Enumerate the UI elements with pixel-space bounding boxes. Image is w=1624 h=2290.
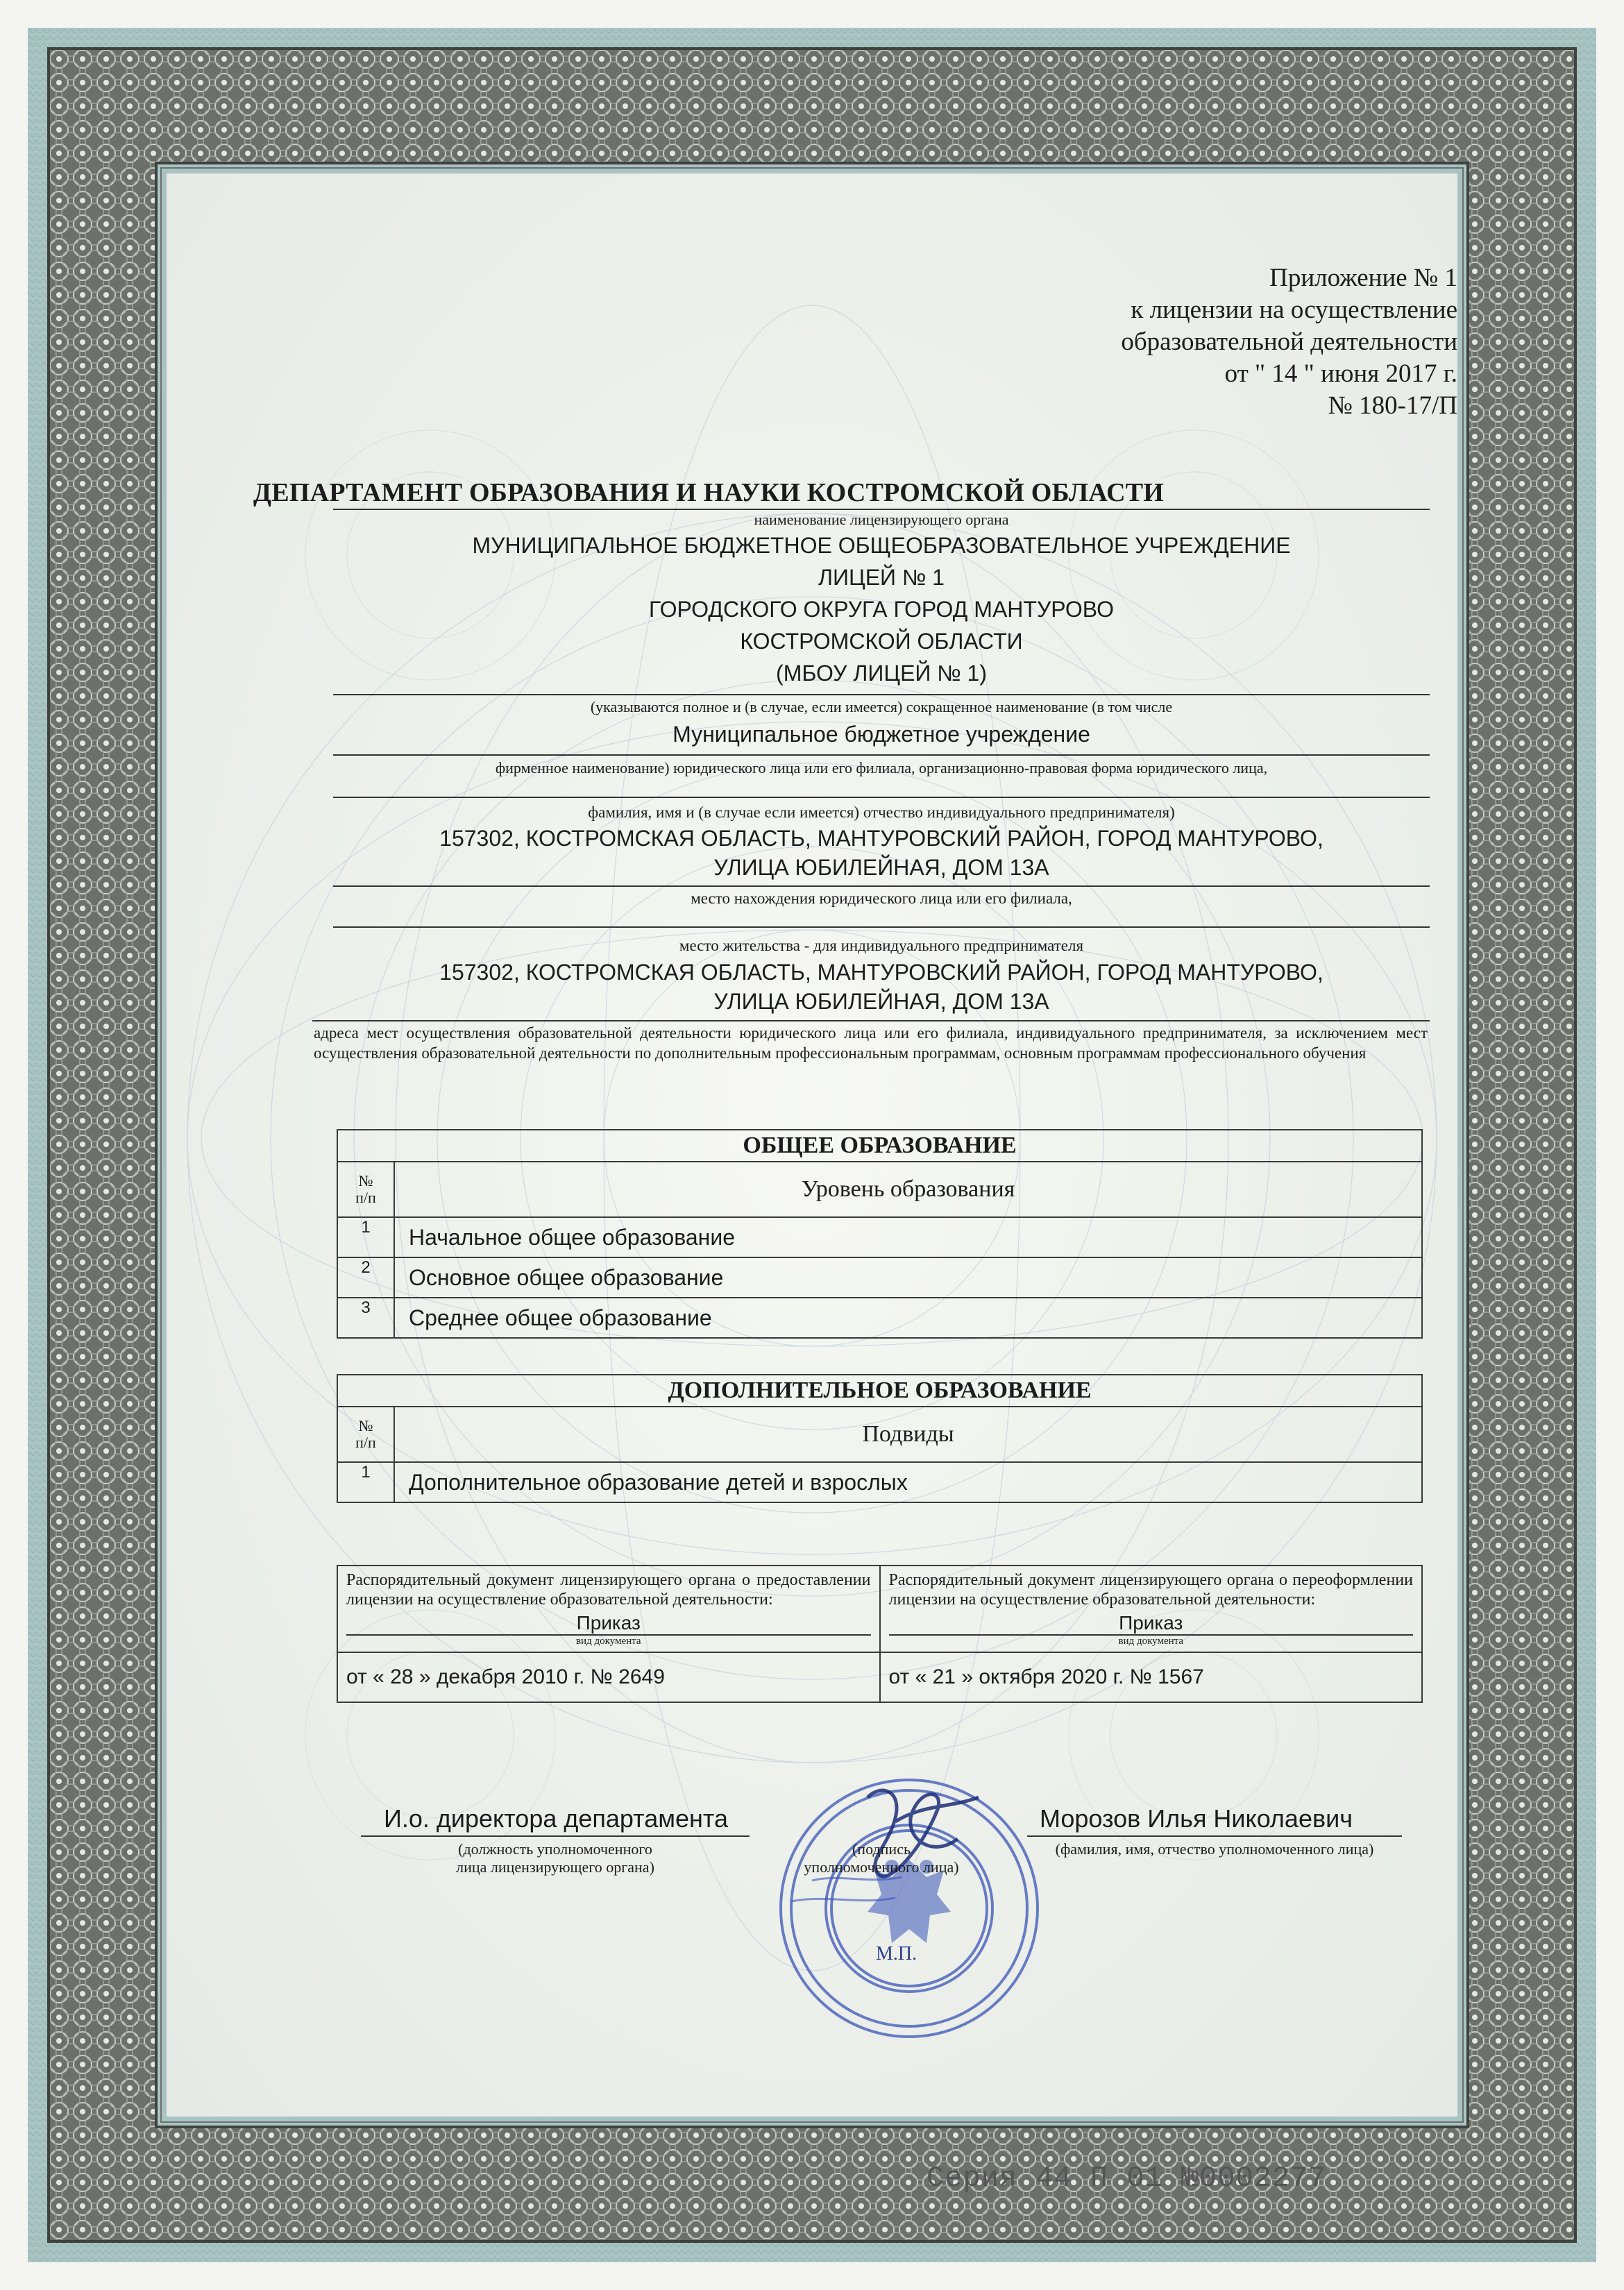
signatory-name: Морозов Илья Николаевич <box>1040 1804 1353 1833</box>
stamp-place-label: М.П. <box>876 1943 917 1965</box>
underline-position <box>361 1835 750 1837</box>
general-education-row-num: 3 <box>337 1298 394 1338</box>
license-number: № 180-17/П <box>1328 391 1457 420</box>
caption-location-2: место жительства - для индивидуального предпринимателя <box>679 937 1084 954</box>
activity-address-line-1: 157302, КОСТРОМСКАЯ ОБЛАСТЬ, МАНТУРОВСКИЙ РАЙОН, ГОРОД МАНТУРОВО, <box>439 960 1323 985</box>
underline-location <box>333 885 1430 887</box>
signatory-position: И.о. директора департамента <box>384 1804 729 1833</box>
underline-org <box>333 694 1430 695</box>
official-seal <box>763 1756 1069 2061</box>
general-education-column-header: Уровень образования <box>394 1162 1422 1217</box>
order-issue-text: Распорядительный документ лицензирующего органа о предоставлении лицензии на осуществление образовательной деятельности: <box>346 1571 871 1609</box>
underline-entrepreneur <box>333 797 1430 798</box>
org-legal-form: Муниципальное бюджетное учреждение <box>673 722 1090 747</box>
caption-legal-form: фирменное наименование) юридического лица или его филиала, организационно-правовая форма юридического лица, <box>495 759 1268 777</box>
underline-residence <box>333 926 1430 928</box>
general-education-row-num: 1 <box>337 1217 394 1257</box>
additional-education-row-text: Дополнительное образование детей и взрослых <box>394 1462 1422 1502</box>
org-name-line-3: ГОРОДСКОГО ОКРУГА ГОРОД МАНТУРОВО <box>649 597 1114 622</box>
appendix-ref-2: образовательной деятельности <box>1121 328 1457 356</box>
caption-department: наименование лицензирующего органа <box>754 511 1009 528</box>
activity-address-line-2: УЛИЦА ЮБИЛЕЙНАЯ, ДОМ 13А <box>713 989 1049 1014</box>
caption-position: (должность уполномоченного лица лицензирующего органа) <box>456 1840 654 1876</box>
additional-education-table <box>337 1374 1423 1503</box>
order-reissue-date: от « 21 » октября 2020 г. № 1567 <box>880 1652 1423 1702</box>
org-name-line-4: КОСТРОМСКОЙ ОБЛАСТИ <box>740 629 1023 654</box>
org-short-name: (МБОУ ЛИЦЕЙ № 1) <box>776 661 987 686</box>
order-issue-cell <box>337 1566 880 1652</box>
order-issue-type: Приказ <box>576 1612 641 1634</box>
order-issue-date: от « 28 » декабря 2010 г. № 2649 <box>337 1652 880 1702</box>
location-line-2: УЛИЦА ЮБИЛЕЙНАЯ, ДОМ 13А <box>713 855 1049 880</box>
orders-table <box>337 1565 1423 1703</box>
additional-education-title: ДОПОЛНИТЕЛЬНОЕ ОБРАЗОВАНИЕ <box>337 1375 1422 1407</box>
underline-department <box>333 509 1430 510</box>
general-education-num-header: № п/п <box>337 1162 394 1217</box>
location-line-1: 157302, КОСТРОМСКАЯ ОБЛАСТЬ, МАНТУРОВСКИЙ РАЙОН, ГОРОД МАНТУРОВО, <box>439 826 1323 851</box>
appendix-number: Приложение № 1 <box>1269 264 1457 292</box>
caption-name: (фамилия, имя, отчество уполномоченного лица) <box>1055 1840 1374 1858</box>
order-reissue-text: Распорядительный документ лицензирующего органа о переоформлении лицензии на осуществление образовательной деятельности: <box>888 1571 1413 1609</box>
order-issue-type-caption: вид документа <box>346 1634 871 1647</box>
general-education-row-text: Основное общее образование <box>394 1257 1422 1298</box>
order-reissue-type: Приказ <box>1119 1612 1183 1634</box>
underline-activity-address <box>312 1020 1430 1021</box>
caption-activity-address: адреса мест осуществления образовательной деятельности юридического лица или его филиала, индивидуального предпринимателя, за исключением мест осуществления образовательной деятельности по дополнительным профессиональным программам, основным программам профессионального обучения <box>314 1024 1428 1062</box>
caption-location-1: место нахождения юридического лица или его филиала, <box>691 890 1072 907</box>
org-name-line-1: МУНИЦИПАЛЬНОЕ БЮДЖЕТНОЕ ОБЩЕОБРАЗОВАТЕЛЬНОЕ УЧРЕЖДЕНИЕ <box>472 533 1291 558</box>
additional-education-num-header: № п/п <box>337 1407 394 1462</box>
org-name-line-2: ЛИЦЕЙ № 1 <box>818 565 945 590</box>
appendix-ref-1: к лицензии на осуществление <box>1131 296 1457 324</box>
licensing-department: ДЕПАРТАМЕНТ ОБРАЗОВАНИЯ И НАУКИ КОСТРОМСКОЙ ОБЛАСТИ <box>253 478 1165 507</box>
general-education-row-text: Начальное общее образование <box>394 1217 1422 1257</box>
general-education-row-text: Среднее общее образование <box>394 1298 1422 1338</box>
order-reissue-type-caption: вид документа <box>889 1634 1414 1647</box>
form-series-number: Серия 44 П 01 №0002277 <box>927 2162 1327 2195</box>
general-education-row-num: 2 <box>337 1257 394 1298</box>
additional-education-row-num: 1 <box>337 1462 394 1502</box>
appendix-date: от " 14 " июня 2017 г. <box>1224 359 1457 388</box>
caption-org-name: (указываются полное и (в случае, если имеется) сокращенное наименование (в том числе <box>590 698 1173 715</box>
underline-name <box>1027 1835 1402 1837</box>
appendix-header <box>833 262 1457 422</box>
general-education-table <box>337 1129 1423 1339</box>
additional-education-column-header: Подвиды <box>394 1407 1422 1462</box>
caption-signature: (подпись уполномоченного лица) <box>804 1840 959 1876</box>
caption-entrepreneur: фамилия, имя и (в случае если имеется) отчество индивидуального предпринимателя) <box>588 804 1175 821</box>
general-education-title: ОБЩЕЕ ОБРАЗОВАНИЕ <box>337 1130 1422 1162</box>
underline-legal-form <box>333 754 1430 756</box>
order-reissue-cell <box>880 1566 1423 1652</box>
